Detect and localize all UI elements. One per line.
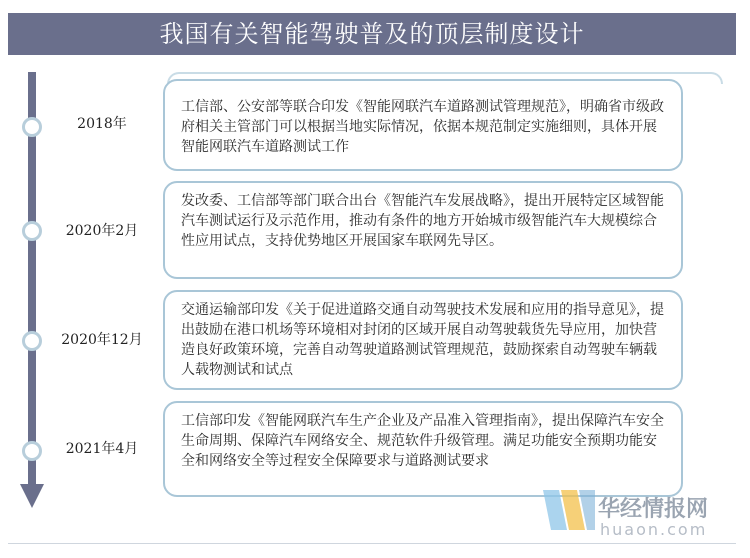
huajing-logo-icon [541, 488, 597, 532]
timeline-date: 2018年 [77, 116, 127, 132]
page-title: 我国有关智能驾驶普及的顶层制度设计 [8, 13, 736, 55]
timeline-entry-text: 工信部、公安部等联合印发《智能网联汽车道路测试管理规范》，明确省市级政府相关主管部门可以根据当地实际情况，依据本规范制定实施细则，具体开展智能网联汽车道路测试工作 [163, 79, 683, 171]
timeline-entry-text: 交通运输部印发《关于促进道路交通自动驾驶技术发展和应用的指导意见》，提出鼓励在港口机场等环境相对封闭的区域开展自动驾驶载货先导应用，加快营造良好政策环境，完善自动驾驶道路测试管理规范，鼓励探索自动驾驶车辆载人载物测试和试点 [163, 290, 683, 390]
watermark-url: huaon.com [600, 520, 708, 539]
timeline-node [22, 331, 42, 351]
timeline-date: 2021年4月 [65, 441, 139, 457]
timeline-date: 2020年2月 [65, 223, 139, 239]
timeline-node [22, 221, 42, 241]
bottom-divider [8, 543, 736, 544]
timeline-entry-text: 发改委、工信部等部门联合出台《智能汽车发展战略》，提出开展特定区域智能汽车测试运行及示范作用，推动有条件的地方开始城市级智能汽车大规模综合性应用试点，支持优势地区开展国家车联网先导区。 [163, 181, 683, 279]
watermark-name: 华经情报网 [598, 497, 709, 522]
timeline-entry-text: 工信部印发《智能网联汽车生产企业及产品准入管理指南》，提出保障汽车安全生命周期、保障汽车网络安全、规范软件升级管理。满足功能安全预期功能安全和网络安全等过程安全保障要求与道路测试要求 [163, 401, 683, 497]
timeline-date: 2020年12月 [61, 332, 143, 348]
timeline-node [22, 441, 42, 461]
timeline-node [22, 117, 42, 137]
timeline-arrow-icon [20, 484, 44, 508]
